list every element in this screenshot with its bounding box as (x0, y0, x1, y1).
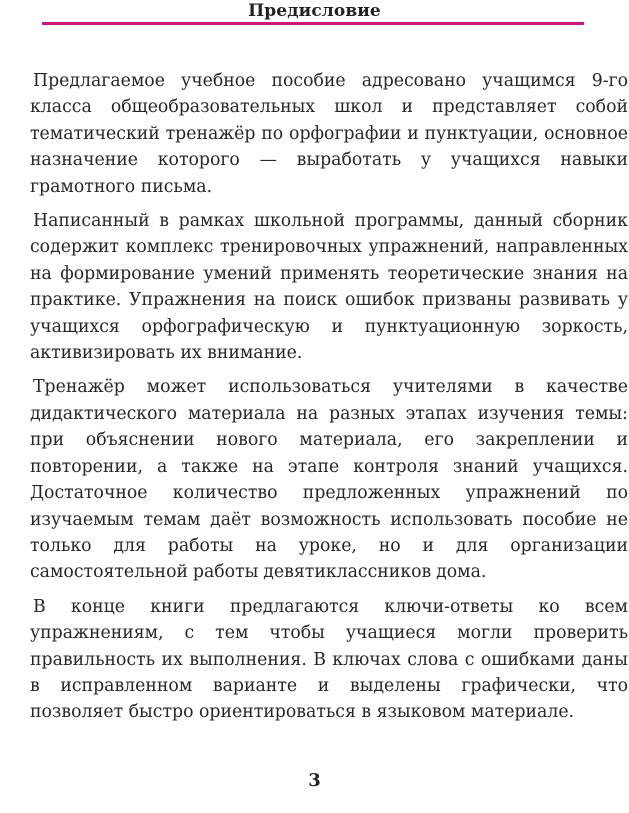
paragraph: Написанный в рамках школьной программы, данный сборник содержит комплекс тренировочных упражнений, направленных на формирование умений применять теоретические знания на практике. Упражнения на поиск ошибок призваны развивать у учащихся орфографическую и пунктуационную зоркость, активизировать их внимание. (30, 211, 628, 364)
paragraph: В конце книги предлагаются ключи-ответы ко всем упражнениям, с тем чтобы учащиеся могли проверить правильность их выполнения. В ключах слова с ошибками даны в исправленном варианте и выделены графически, что позволяет быстро ориентироваться в языковом материале. (30, 596, 628, 723)
paragraph: Тренажёр может использоваться учителями в качестве дидактического материала на разных этапах изучения темы: при объяснении нового материала, его закреплении и повторении, а также на этапе контроля знаний учащихся. Достаточное количество предложенных упражнений по изучаемым темам даёт возможность использовать пособие не только для работы на уроке, но и для организации самостоятельной работы девятиклассников дома. (30, 377, 628, 583)
header-underline (42, 22, 584, 25)
body-text (30, 68, 628, 734)
page-header (0, 0, 629, 28)
page-number: 3 (308, 770, 321, 791)
page-title: Предисловие (248, 1, 381, 21)
paragraph: Предлагаемое учебное пособие адресовано учащимся 9-го класса общеобразовательных школ и представляет собой тематический тренажёр по орфографии и пунктуации, основное назначение которого — выработать у учащихся навыки грамотного письма. (30, 71, 628, 197)
